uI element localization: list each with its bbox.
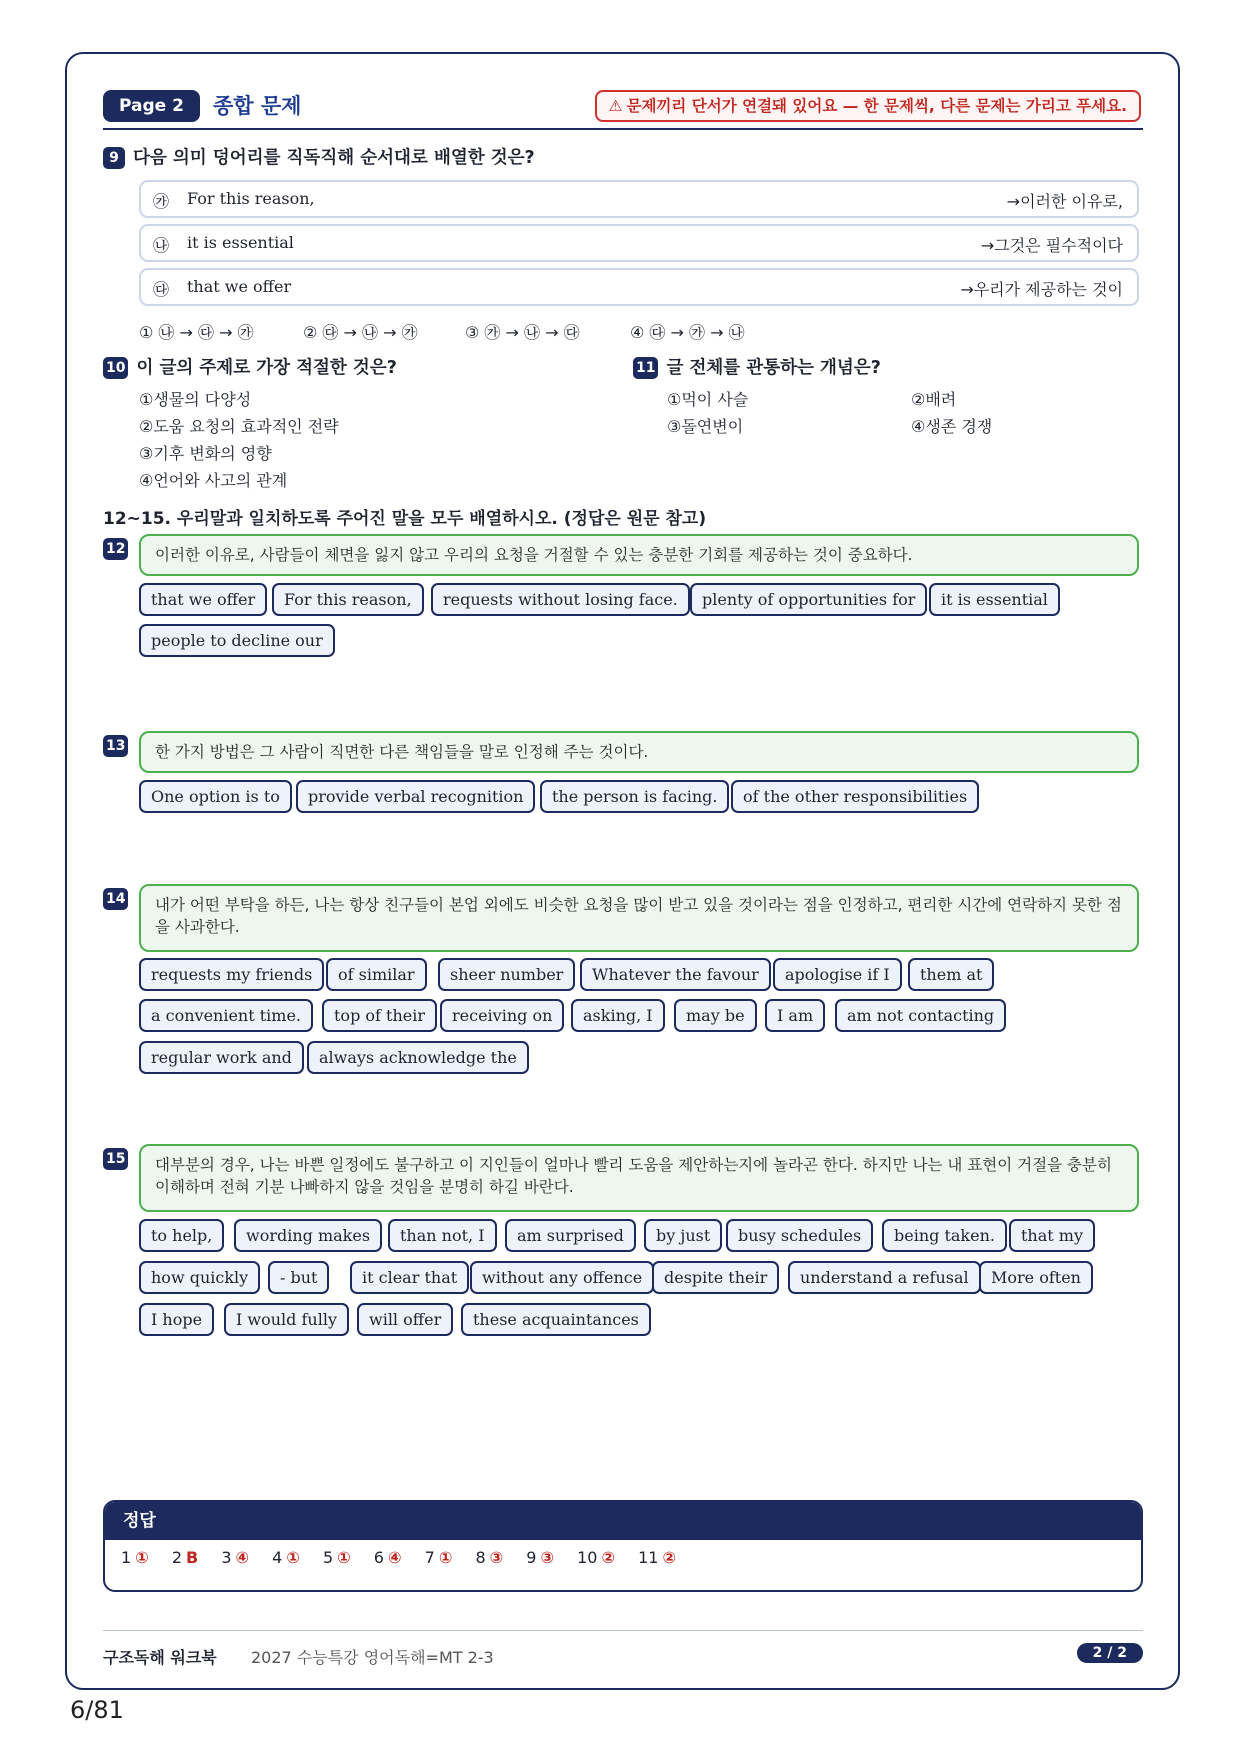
answer-item <box>172 1548 198 1567</box>
word-tile[interactable]: I hope <box>139 1303 214 1336</box>
chunk-mark: ㉮ <box>153 192 170 211</box>
answer-number: 1 <box>121 1548 132 1567</box>
answer-value: ① <box>286 1548 300 1567</box>
answer-item <box>272 1548 300 1567</box>
word-tile[interactable]: by just <box>644 1219 722 1252</box>
q13-number: 13 <box>103 735 128 757</box>
chunk-korean: →그것은 필수적이다 <box>980 236 1123 255</box>
word-tile[interactable]: sheer number <box>438 958 575 991</box>
answer-number: 8 <box>475 1548 486 1567</box>
answer-value: B <box>186 1548 199 1567</box>
word-tile[interactable]: More often <box>979 1261 1093 1294</box>
answer-value: ① <box>337 1548 351 1567</box>
answer-number: 10 <box>577 1548 598 1567</box>
word-tile[interactable]: the person is facing. <box>540 780 729 813</box>
word-tile[interactable]: understand a refusal <box>788 1261 981 1294</box>
word-tile[interactable]: a convenient time. <box>139 999 313 1032</box>
word-tile[interactable]: despite their <box>652 1261 779 1294</box>
chunk-korean: →우리가 제공하는 것이 <box>960 280 1123 299</box>
q9-text: 다음 의미 덩어리를 직독직해 순서대로 배열한 것은? <box>133 148 535 168</box>
q9-chunk <box>139 180 1139 218</box>
chunk-mark: ㉯ <box>153 236 170 255</box>
q15-korean-prompt: 대부분의 경우, 나는 바쁜 일정에도 불구하고 이 지인들이 얼마나 빨리 도움을 제안하는지에 놀라곤 한다. 하지만 나는 내 표현이 거절을 충분히 이해하며 전혀 기분 나빠하지 않을 것임을 분명히 하길 바란다. <box>139 1144 1139 1212</box>
word-tile[interactable]: asking, I <box>571 999 665 1032</box>
word-tile[interactable]: For this reason, <box>272 583 424 616</box>
answer-item <box>577 1548 615 1567</box>
q11-option[interactable]: ②배려 <box>911 390 957 409</box>
q9-chunk <box>139 268 1139 306</box>
word-tile[interactable]: am not contacting <box>835 999 1006 1032</box>
word-tile[interactable]: plenty of opportunities for <box>690 583 927 616</box>
answer-value: ④ <box>387 1548 402 1567</box>
q9-number: 9 <box>103 147 125 169</box>
answer-number: 7 <box>424 1548 435 1567</box>
answer-value: ③ <box>540 1548 555 1567</box>
word-tile[interactable]: without any offence <box>470 1261 654 1294</box>
answer-value: ① <box>438 1548 453 1567</box>
page-footer <box>103 1630 1143 1675</box>
word-tile[interactable]: I am <box>765 999 825 1032</box>
section-title: 종합 문제 <box>213 94 302 118</box>
word-tile[interactable]: how quickly <box>139 1261 260 1294</box>
warning-text: 문제끼리 단서가 연결돼 있어요 — 한 문제씩, 다른 문제는 가리고 푸세요. <box>626 97 1127 115</box>
q10-option[interactable]: ④언어와 사고의 관계 <box>139 471 288 490</box>
answer-number: 3 <box>221 1548 232 1567</box>
answer-item <box>425 1548 453 1567</box>
answer-value: ② <box>601 1548 616 1567</box>
chunk-english: that we offer <box>187 277 292 296</box>
q14-number: 14 <box>103 888 128 910</box>
word-tile[interactable]: I would fully <box>224 1303 349 1336</box>
footer-brand: 구조독해 워크북 <box>103 1648 217 1667</box>
page-badge: Page 2 <box>103 90 200 122</box>
page-header <box>103 88 1143 130</box>
word-tile[interactable]: them at <box>908 958 994 991</box>
word-tile[interactable]: receiving on <box>440 999 564 1032</box>
worksheet-content <box>103 88 1143 1667</box>
word-tile[interactable]: people to decline our <box>139 624 335 657</box>
answer-number: 11 <box>638 1548 659 1567</box>
word-tile[interactable]: than not, I <box>388 1219 497 1252</box>
word-tile[interactable]: it clear that <box>350 1261 469 1294</box>
word-tile[interactable]: to help, <box>139 1219 224 1252</box>
word-tile[interactable]: apologise if I <box>773 958 902 991</box>
word-tile[interactable]: that my <box>1009 1219 1095 1252</box>
warning-banner <box>595 90 1141 122</box>
chunk-mark: ㉰ <box>153 280 170 299</box>
warning-icon: ⚠ <box>608 97 623 115</box>
q12-number: 12 <box>103 538 128 560</box>
q9-option[interactable]: ④ ㉰ → ㉮ → ㉯ <box>630 323 745 342</box>
word-tile[interactable]: provide verbal recognition <box>296 780 535 813</box>
q10-option[interactable]: ③기후 변화의 영향 <box>139 444 272 463</box>
word-tile[interactable]: requests my friends <box>139 958 324 991</box>
q10-number: 10 <box>103 357 128 379</box>
answer-item <box>121 1548 149 1567</box>
q11-option[interactable]: ①먹이 사슬 <box>667 390 749 409</box>
word-tile[interactable]: of similar <box>326 958 427 991</box>
word-tile[interactable]: busy schedules <box>726 1219 873 1252</box>
q11-option[interactable]: ④생존 경쟁 <box>911 417 993 436</box>
answer-value: ③ <box>489 1548 504 1567</box>
q15-number: 15 <box>103 1148 128 1170</box>
answer-item <box>475 1548 503 1567</box>
word-tile[interactable]: being taken. <box>882 1219 1007 1252</box>
q9-chunk <box>139 224 1139 262</box>
chunk-english: For this reason, <box>187 189 315 208</box>
answer-value: ④ <box>235 1548 250 1567</box>
answer-value: ① <box>135 1548 149 1567</box>
q9-option[interactable]: ② ㉰ → ㉯ → ㉮ <box>303 323 418 342</box>
word-tile[interactable]: wording makes <box>234 1219 382 1252</box>
answer-item <box>526 1548 554 1567</box>
word-tile[interactable]: requests without losing face. <box>431 583 690 616</box>
word-tile[interactable]: of the other responsibilities <box>731 780 979 813</box>
q11-title <box>633 354 881 379</box>
word-tile[interactable]: One option is to <box>139 780 292 813</box>
q10-option[interactable]: ①생물의 다양성 <box>139 390 252 409</box>
word-tile[interactable]: may be <box>674 999 757 1032</box>
answer-item <box>323 1548 351 1567</box>
answer-number: 4 <box>272 1548 283 1567</box>
answer-item <box>221 1548 249 1567</box>
word-tile[interactable]: am surprised <box>505 1219 636 1252</box>
q11-option[interactable]: ③돌연변이 <box>667 417 744 436</box>
word-tile[interactable]: will offer <box>357 1303 453 1336</box>
word-tile[interactable]: regular work and <box>139 1041 304 1074</box>
footer-source: 2027 수능특강 영어독해=MT 2-3 <box>251 1648 494 1667</box>
answer-number: 5 <box>322 1548 334 1567</box>
answer-number: 2 <box>171 1548 183 1567</box>
q10-title <box>103 354 397 379</box>
q14-korean-prompt: 내가 어떤 부탁을 하든, 나는 항상 친구들이 본업 외에도 비슷한 요청을 많이 받고 있을 것이라는 점을 인정하고, 편리한 시간에 연락하지 못한 점을 사과한다. <box>139 884 1139 952</box>
instruction-12-15: 12~15. 우리말과 일치하도록 주어진 말을 모두 배열하시오. (정답은 원문 참고) <box>103 509 707 529</box>
word-tile[interactable]: top of their <box>322 999 437 1032</box>
word-tile[interactable]: Whatever the favour <box>580 958 771 991</box>
q11-text: 글 전체를 관통하는 개념은? <box>666 358 881 378</box>
chunk-english: it is essential <box>187 233 294 252</box>
chunk-korean: →이러한 이유로, <box>1006 192 1123 211</box>
q11-number: 11 <box>633 357 658 379</box>
q9-title <box>103 144 535 169</box>
answer-number: 6 <box>373 1548 384 1567</box>
word-tile[interactable]: it is essential <box>929 583 1060 616</box>
word-tile[interactable]: - but <box>268 1261 329 1294</box>
word-tile[interactable]: these acquaintances <box>461 1303 651 1336</box>
q9-option[interactable]: ① ㉯ → ㉰ → ㉮ <box>139 323 254 342</box>
answer-item <box>374 1548 402 1567</box>
answer-value: ② <box>662 1548 677 1567</box>
answer-key <box>103 1500 1143 1592</box>
answer-number: 9 <box>526 1548 537 1567</box>
q10-option[interactable]: ②도움 요청의 효과적인 전략 <box>139 417 339 436</box>
q10-text: 이 글의 주제로 가장 적절한 것은? <box>136 358 397 378</box>
footer-page-badge: 2 / 2 <box>1077 1643 1143 1663</box>
q13-korean-prompt: 한 가지 방법은 그 사람이 직면한 다른 책임들을 말로 인정해 주는 것이다. <box>139 731 1139 773</box>
q9-option[interactable]: ③ ㉮ → ㉯ → ㉰ <box>465 323 580 342</box>
answer-key-body <box>105 1540 1141 1575</box>
page-counter: 6/81 <box>70 1696 124 1724</box>
word-tile[interactable]: always acknowledge the <box>307 1041 529 1074</box>
word-tile[interactable]: that we offer <box>139 583 267 616</box>
answer-item <box>638 1548 676 1567</box>
answer-key-title: 정답 <box>105 1502 1141 1540</box>
q12-korean-prompt: 이러한 이유로, 사람들이 체면을 잃지 않고 우리의 요청을 거절할 수 있는 충분한 기회를 제공하는 것이 중요하다. <box>139 534 1139 576</box>
